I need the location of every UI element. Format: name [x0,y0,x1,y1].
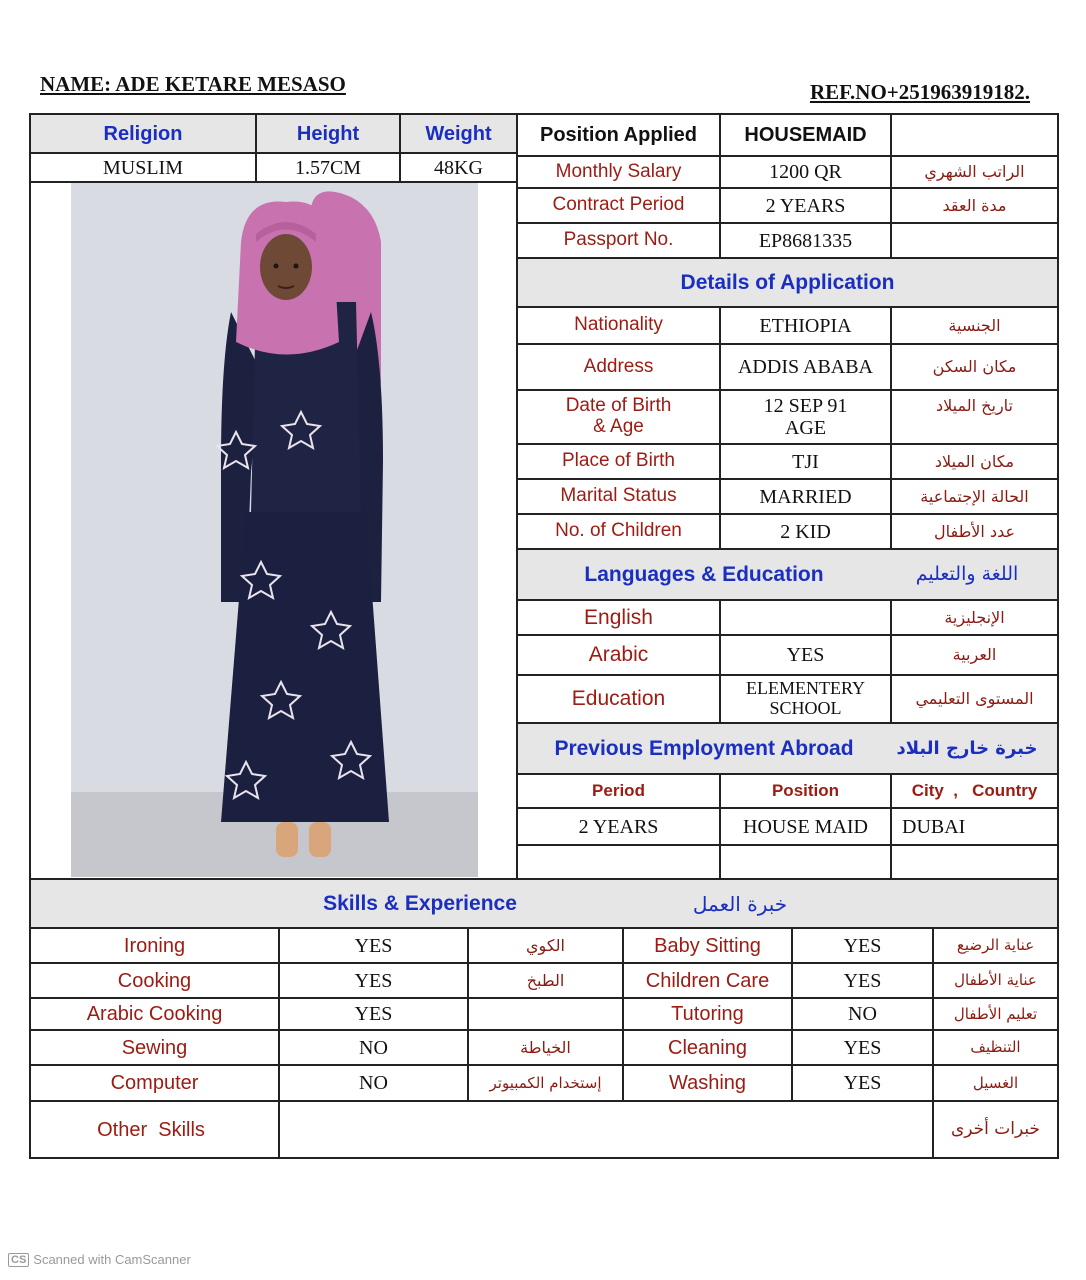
position-applied-label: Position Applied [539,124,698,146]
skill-tutoring-ar: تعليم الأطفال [953,1004,1038,1023]
other-skills-label: Other Skills [97,1118,205,1141]
skill-cooking-label: Cooking [117,969,192,992]
children-value: 2 KID [780,520,831,543]
marital-status-ar: الحالة الإجتماعية [920,486,1029,506]
contract-period-ar: مدة العقد [942,195,1007,215]
skill-ironing-value: YES [354,934,393,957]
full-body-photo [71,182,478,877]
marital-status-value: MARRIED [759,485,852,508]
skill-arabic-cooking-value: YES [354,1003,393,1025]
skill-sewing-label: Sewing [121,1036,188,1059]
skill-sewing-ar: الخياطة [520,1037,571,1057]
grid-line [517,844,1058,846]
dob-value [721,391,890,443]
children-label: No. of Children [555,520,682,542]
skill-cleaning-ar: التنظيف [970,1038,1021,1057]
contract-period-value: 2 YEARS [765,194,846,217]
skill-children-care-ar: عناية الأطفال [954,971,1037,990]
dob-value-line1: 12 SEP 91 [763,395,848,417]
nationality-ar: الجنسية [948,315,1001,335]
arabic-label: Arabic [588,643,649,667]
skill-tutoring-value: NO [848,1003,877,1025]
english-value [721,601,890,634]
employment-title: Previous Employment Abroad [554,736,854,760]
skill-children-care-value: YES [843,969,882,992]
skill-computer-value: NO [359,1072,388,1094]
other-skills-value [280,1102,932,1157]
skill-baby-sitting-label: Baby Sitting [654,934,761,957]
address-ar: مكان السكن [932,357,1017,377]
monthly-salary-value: 1200 QR [769,161,842,183]
applicant-name: NAME: ADE KETARE MESASO [40,72,346,96]
place-of-birth-value: TJI [792,450,819,473]
position-header: Position [771,780,840,800]
passport-ar [892,224,1057,257]
skill-tutoring-label: Tutoring [671,1003,744,1025]
employment-city-value: DUBAI [902,815,966,838]
education-value-line1: ELEMENTERY [746,678,865,699]
dob-value-line2: AGE [784,417,827,439]
religion-value: MUSLIM [102,156,183,179]
skill-cleaning-value: YES [843,1036,882,1059]
height-label: Height [296,122,360,145]
english-label: English [584,605,653,629]
grid-line [30,181,517,183]
skill-children-care-label: Children Care [645,969,770,992]
dob-label [518,391,719,443]
other-skills-ar: خبرات أخرى [950,1119,1041,1140]
skill-arabic-cooking-ar [469,999,622,1029]
passport-label: Passport No. [563,229,674,251]
grid-line [1057,113,1059,1159]
arabic-ar: العربية [952,645,997,665]
nationality-label: Nationality [574,314,663,336]
passport-value: EP8681335 [758,229,853,252]
skill-baby-sitting-ar: عناية الرضيع [956,936,1035,955]
details-title: Details of Application [680,270,895,294]
employment-position-value: HOUSE MAID [743,815,868,838]
english-ar: الإنجليزية [944,607,1005,627]
contract-period-label: Contract Period [552,194,685,216]
address-label: Address [583,355,654,377]
religion-label: Religion [103,122,183,145]
skills-title-ar: خبرة العمل [692,891,788,916]
dob-label-line1: Date of Birth [565,395,672,417]
height-value: 1.57CM [294,156,362,179]
skill-sewing-value: NO [359,1036,388,1059]
arabic-value: YES [786,644,825,666]
period-header: Period [592,780,645,800]
reference-number: REF.NO+251963919182. [809,80,1030,104]
children-ar: عدد الأطفال [933,521,1016,541]
education-ar: المستوى التعليمي [915,689,1034,709]
weight-label: Weight [425,122,492,145]
skill-ironing-label: Ironing [123,934,186,957]
skills-title: Skills & Experience [323,891,517,915]
scanner-text: Scanned with CamScanner [33,1252,191,1267]
dob-ar: تاريخ الميلاد [936,396,1013,416]
skill-washing-value: YES [843,1072,882,1094]
skill-ironing-ar: الكوي [526,935,565,955]
skill-cooking-ar: الطبخ [526,970,565,990]
scanner-watermark [8,1252,191,1267]
place-of-birth-label: Place of Birth [562,450,675,472]
weight-value: 48KG [434,156,483,179]
skill-washing-ar: الغسيل [972,1073,1019,1092]
place-of-birth-ar: مكان الميلاد [934,451,1015,471]
city-country-header: City , Country [911,780,1038,800]
skill-computer-ar: إستخدام الكمبيوتر [489,1073,602,1092]
employment-period-value: 2 YEARS [578,815,659,838]
languages-title: Languages & Education [584,562,824,586]
education-value-line2: SCHOOL [769,698,842,718]
education-label: Education [571,687,666,711]
address-value: ADDIS ABABA [737,356,874,378]
skill-washing-label: Washing [668,1072,747,1094]
grid-line [30,1157,1058,1159]
camscanner-logo-icon: CS [8,1253,29,1267]
skill-cooking-value: YES [354,969,393,992]
skill-arabic-cooking-label: Arabic Cooking [86,1003,223,1025]
monthly-salary-label: Monthly Salary [555,160,682,182]
education-value [721,676,890,722]
skill-baby-sitting-value: YES [843,934,882,957]
skill-cleaning-label: Cleaning [668,1036,747,1059]
employment-title-ar: خبرة خارج البلاد [896,737,1038,759]
skill-computer-label: Computer [110,1072,199,1094]
nationality-value: ETHIOPIA [759,314,852,337]
languages-title-ar: اللغة والتعليم [915,563,1019,586]
dob-label-line2: & Age [593,416,644,437]
monthly-salary-ar: الراتب الشهري [924,162,1025,182]
marital-status-label: Marital Status [560,485,677,507]
position-applied-value: HOUSEMAID [744,124,867,146]
